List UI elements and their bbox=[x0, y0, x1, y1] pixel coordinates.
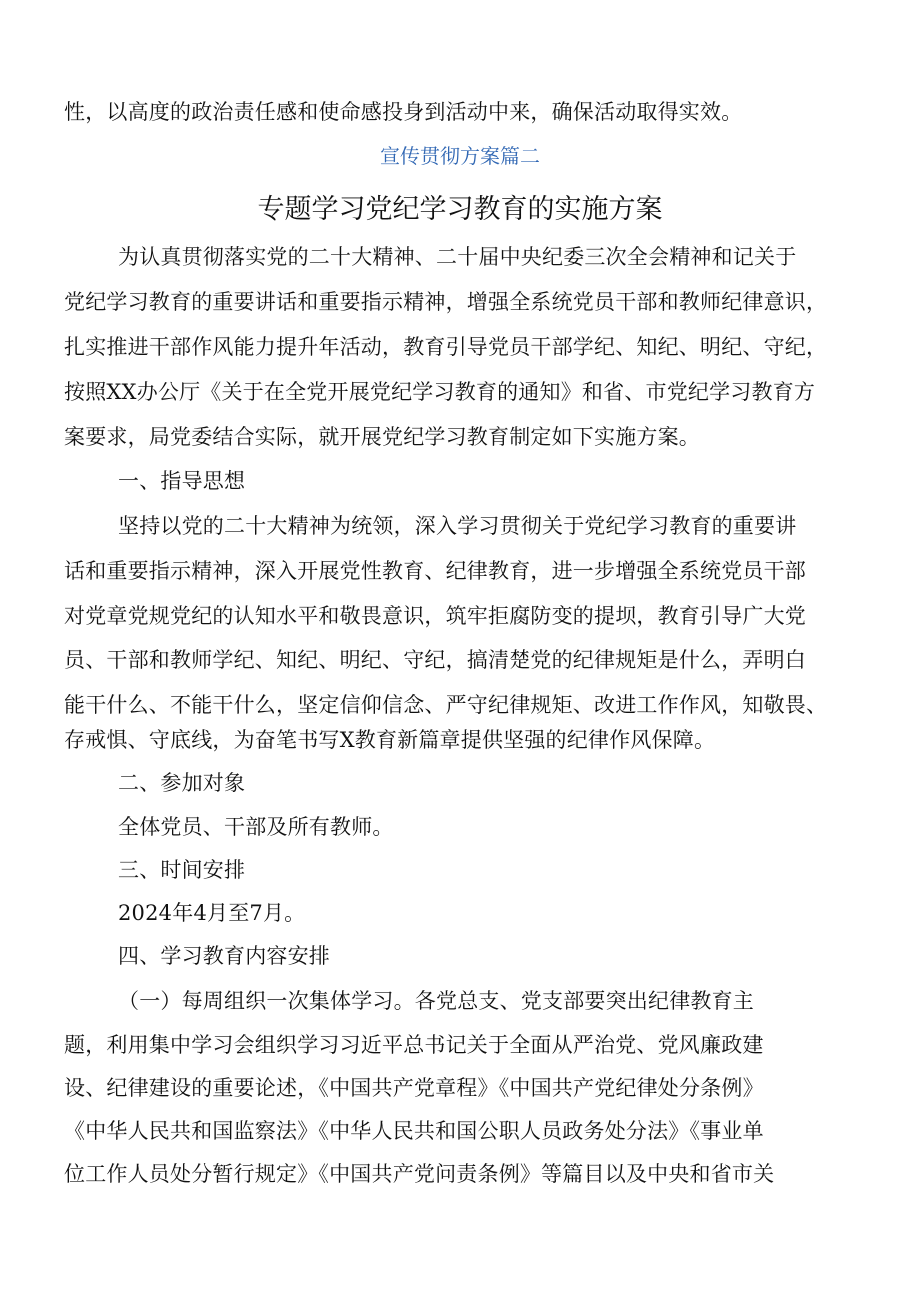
text-line-continuation: 性，以高度的政治责任感和使命感投身到活动中来，确保活动取得实效。 bbox=[64, 100, 743, 124]
paragraph-line: 话和重要指示精神，深入开展党性教育、纪律教育，进一步增强全系统党员干部 bbox=[64, 559, 806, 583]
paragraph-line: 对党章党规党纪的认知水平和敬畏意识，筑牢拒腐防变的提坝，教育引导广大党 bbox=[64, 604, 806, 628]
paragraph-line: 设、纪律建设的重要论述，《中国共产党章程》《中国共产党纪律处分条例》 bbox=[64, 1076, 764, 1100]
paragraph-line: 全体党员、干部及所有教师。 bbox=[118, 815, 394, 839]
paragraph-line: 位工作人员处分暂行规定》《中国共产党问责条例》等篇目以及中央和省市关 bbox=[64, 1162, 775, 1186]
paragraph-line: 题，利用集中学习会组织学习习近平总书记关于全面从严治党、党风廉政建 bbox=[64, 1033, 764, 1057]
section-heading-participants: 二、参加对象 bbox=[118, 771, 246, 795]
paragraph-line: 员、干部和教师学纪、知纪、明纪、守纪，搞清楚党的纪律规矩是什么，弄明白 bbox=[64, 648, 806, 672]
intro-line: 为认真贯彻落实党的二十大精神、二十届中央纪委三次全会精神和记关于 bbox=[118, 245, 797, 269]
paragraph-line: 2024年4月至7月。 bbox=[118, 901, 306, 925]
section-heading-schedule: 三、时间安排 bbox=[118, 858, 246, 882]
section-heading-content: 四、学习教育内容安排 bbox=[118, 944, 330, 968]
paragraph-line: 坚持以党的二十大精神为统领，深入学习贯彻关于党纪学习教育的重要讲 bbox=[118, 514, 797, 538]
paragraph-line: 存戒惧、守底线，为奋笔书写X教育新篇章提供坚强的纪律作风保障。 bbox=[64, 728, 716, 752]
intro-line: 党纪学习教育的重要讲话和重要指示精神，增强全系统党员干部和教师纪律意识， bbox=[64, 290, 828, 314]
intro-line: 扎实推进干部作风能力提升年活动，教育引导党员干部学纪、知纪、明纪、守纪， bbox=[64, 335, 828, 359]
intro-line: 按照XX办公厅《关于在全党开展党纪学习教育的通知》和省、市党纪学习教育方 bbox=[64, 380, 816, 404]
paragraph-line: （一）每周组织一次集体学习。各党总支、党支部要突出纪律教育主 bbox=[118, 989, 754, 1013]
intro-line: 案要求，局党委结合实际，就开展党纪学习教育制定如下实施方案。 bbox=[64, 425, 700, 449]
section-label: 宣传贯彻方案篇二 bbox=[380, 144, 540, 168]
paragraph-line: 能干什么、不能干什么，坚定信仰信念、严守纪律规矩、改进工作作风，知敬畏、 bbox=[64, 693, 828, 717]
document-title: 专题学习党纪学习教育的实施方案 bbox=[257, 194, 663, 225]
section-heading-guiding-thought: 一、指导思想 bbox=[118, 469, 246, 493]
paragraph-line: 《中华人民共和国监察法》《中华人民共和国公职人员政务处分法》《事业单 bbox=[64, 1119, 764, 1143]
